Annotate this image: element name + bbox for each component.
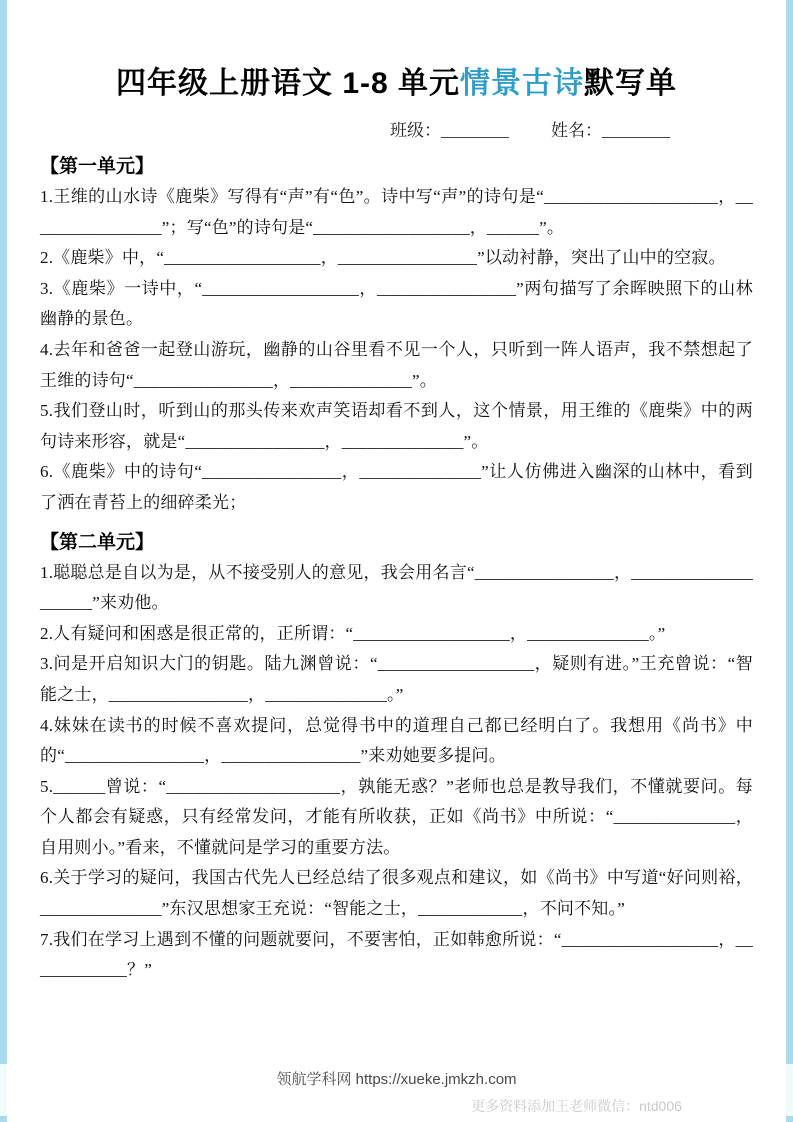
question-item-u2-1: 1.聪聪总是自以为是，从不接受别人的意见，我会用名言“________________，____________________”来劝他。 xyxy=(40,562,753,613)
title-black-tail: 默写单 xyxy=(584,67,678,100)
question-item-u1-3: 3.《鹿柴》一诗中，“__________________，________________”两句描写了余晖映照下的山林幽静的景色。 xyxy=(40,278,753,329)
name-blank: ________ xyxy=(602,121,670,140)
question-item-u2-2: 2.人有疑问和困惑是很正常的，正所谓：“__________________，______________。” xyxy=(40,623,666,643)
page-footer xyxy=(0,1064,793,1116)
question-item-u1-6: 6.《鹿柴》中的诗句“________________，______________”让人仿佛进入幽深的山林中，看到了洒在青苔上的细碎柔光； xyxy=(40,462,753,512)
page-title xyxy=(40,58,753,102)
class-label: 班级： xyxy=(390,121,441,140)
right-border-stripe xyxy=(786,0,793,1122)
question-item-u2-4: 4.妹妹在读书的时候不喜欢提问，总觉得书中的道理自己都已经明白了。我想用《尚书》中的“________________，________________”来劝她要多提问。 xyxy=(40,715,753,766)
question-item-u1-1: 1.王维的山水诗《鹿柴》写得有“声”有“色”。诗中写“声”的诗句是“____________________，________________”；写“色”的诗句是“__________________，______”。 xyxy=(40,187,753,237)
name-label: 姓名： xyxy=(551,121,602,140)
class-name-line xyxy=(40,116,753,141)
class-blank: ________ xyxy=(441,121,509,140)
question-item-u1-5: 5.我们登山时，听到山的那头传来欢声笑语却看不到人，这个情景，用王维的《鹿柴》中的两句诗来形容，就是“________________，______________”。 xyxy=(40,401,753,451)
section-heading-unit2: 【第二单元】 xyxy=(40,531,155,553)
footer-site-link: 领航学科网 https://xueke.jmkzh.com xyxy=(276,1071,517,1088)
question-item-u2-3: 3.问是开启知识大门的钥匙。陆九渊曾说：“__________________，疑则有进。”王充曾说：“智能之士，________________，______________。” xyxy=(40,654,753,704)
question-item-u1-2: 2.《鹿柴》中，“__________________，________________”以动衬静，突出了山中的空寂。 xyxy=(40,248,726,268)
footer-wechat-note: 更多资料添加王老师微信：ntd006 xyxy=(471,1098,682,1114)
question-item-u2-7: 7.我们在学习上遇到不懂的问题就要问，不要害怕，正如韩愈所说：“__________________，____________？” xyxy=(40,929,753,980)
section-heading-unit1: 【第一单元】 xyxy=(40,156,155,177)
title-black-lead: 四年级上册语文 1-8 单元 xyxy=(115,67,461,100)
left-border-stripe xyxy=(0,0,7,1122)
question-item-u2-6: 6.关于学习的疑问，我国古代先人已经总结了很多观点和建议，如《尚书》中写道“好问则裕，______________”东汉思想家王充说：“智能之士，____________，不问不知。” xyxy=(40,868,753,919)
question-item-u1-4: 4.去年和爸爸一起登山游玩，幽静的山谷里看不见一个人，只听到一阵人语声，我不禁想起了王维的诗句“________________，______________”。 xyxy=(40,339,753,390)
question-item-u2-5: 5.______曾说：“____________________，孰能无惑？”老师也总是教导我们，不懂就要问。每个人都会有疑惑，只有经常发问，才能有所收获，正如《尚书》中所说：“______________，自用则小。”看来，不懂就问是学习的重要方法。 xyxy=(40,776,753,857)
title-accent-text: 情景古诗 xyxy=(460,67,585,100)
